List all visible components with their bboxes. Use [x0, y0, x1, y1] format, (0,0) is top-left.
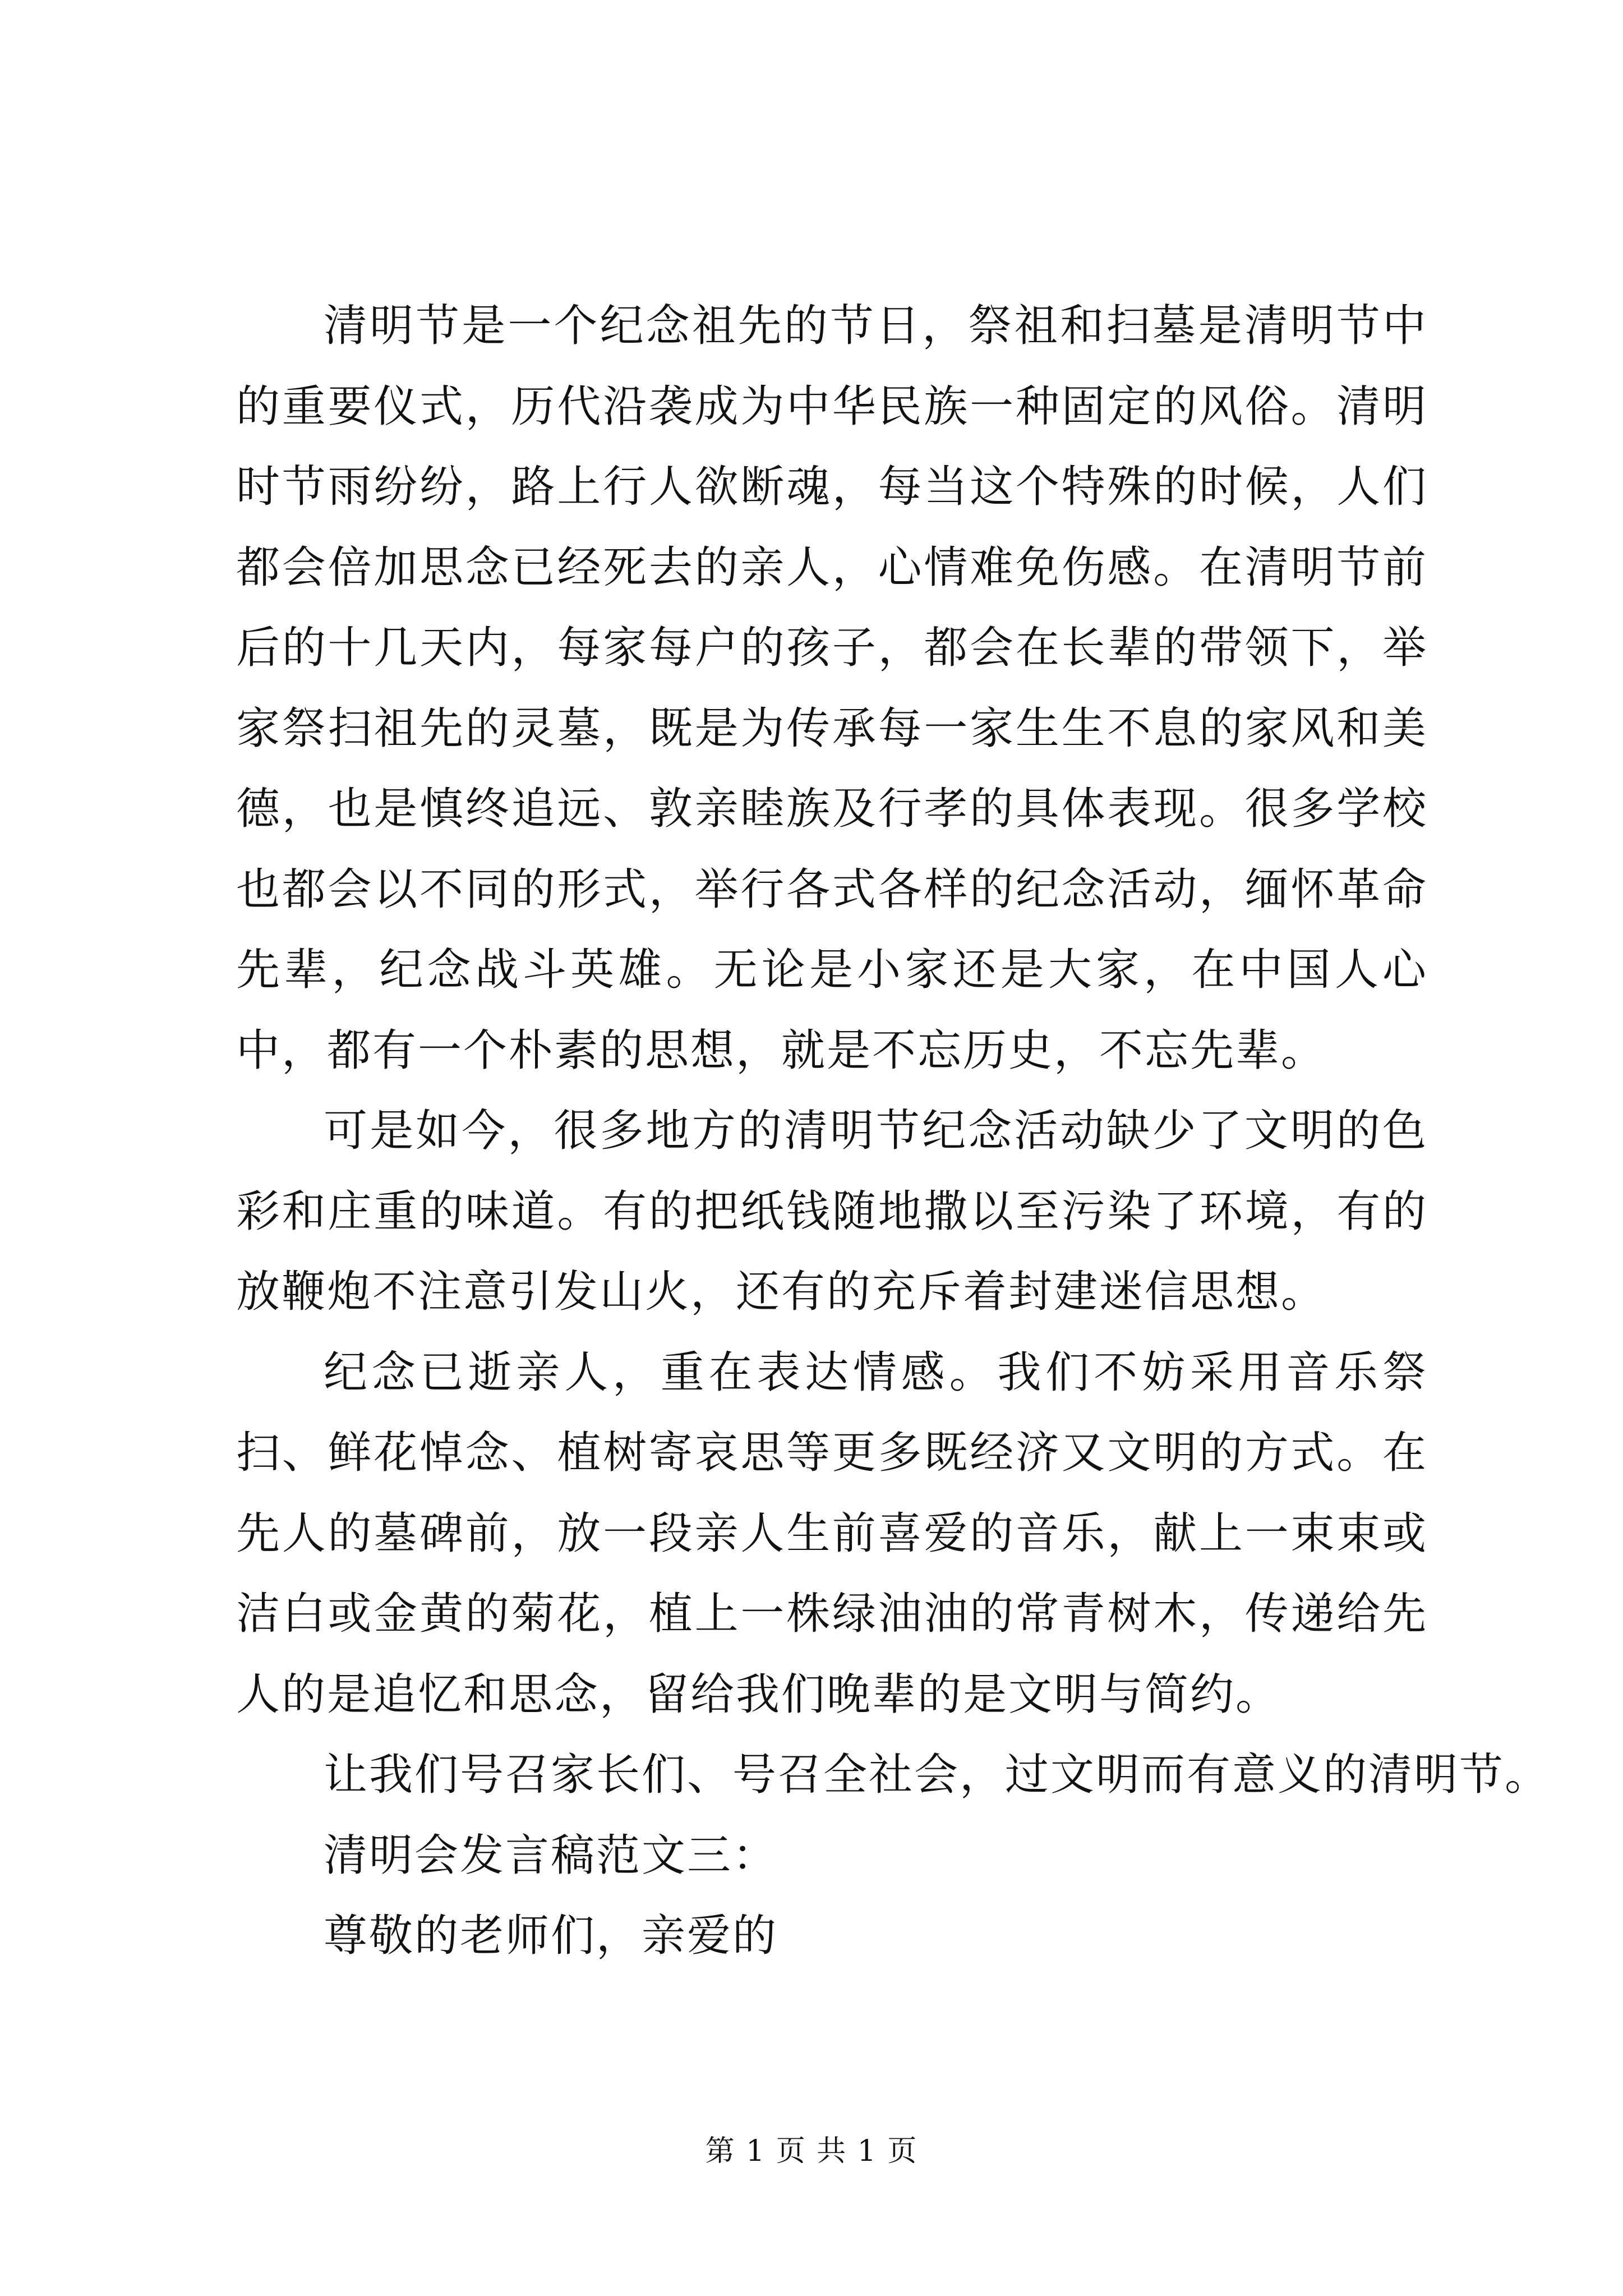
- section-heading-sample-three: 清明会发言稿范文三：: [324, 1830, 778, 1881]
- paragraph-1: 清明节是一个纪念祖先的节日，祭祖和扫墓是清明节中的重要仪式，历代沿袭成为中华民族一种固定的风俗。清明时节雨纷纷，路上行人欲断魂，每当这个特殊的时候，人们都会倍加思念已经死去的亲人，心情难免伤感。在清明节前后的十几天内，每家每户的孩子，都会在长辈的带领下，举家祭扫祖先的灵墓，既是为传承每一家生生不息的家风和美德，也是慎终追远、敦亲睦族及行孝的具体表现。很多学校也都会以不同的形式，举行各式各样的纪念活动，缅怀革命先辈，纪念战斗英雄。无论是小家还是大家，在中国人心中，都有一个朴素的思想，就是不忘历史，不忘先辈。: [236, 301, 1428, 1076]
- salutation-line: 尊敬的老师们，亲爱的: [324, 1911, 778, 1961]
- document-body: [236, 286, 1551, 1977]
- paragraph-2: 可是如今，很多地方的清明节纪念活动缺少了文明的色彩和庄重的味道。有的把纸钱随地撒以至污染了环境，有的放鞭炮不注意引发山火，还有的充斥着封建迷信思想。: [236, 1106, 1428, 1317]
- page-number-label: 第 1 页 共 1 页: [705, 2134, 918, 2168]
- page-footer: [0, 2132, 1623, 2171]
- paragraph-3: 纪念已逝亲人，重在表达情感。我们不妨采用音乐祭扫、鲜花悼念、植树寄哀思等更多既经济又文明的方式。在先人的墓碑前，放一段亲人生前喜爱的音乐，献上一束束或洁白或金黄的菊花，植上一株绿油油的常青树木，传递给先人的是追忆和思念，留给我们晚辈的是文明与简约。: [236, 1347, 1428, 1720]
- closing-line-call-to-action: 让我们号召家长们、号召全社会，过文明而有意义的清明节。: [324, 1750, 1551, 1800]
